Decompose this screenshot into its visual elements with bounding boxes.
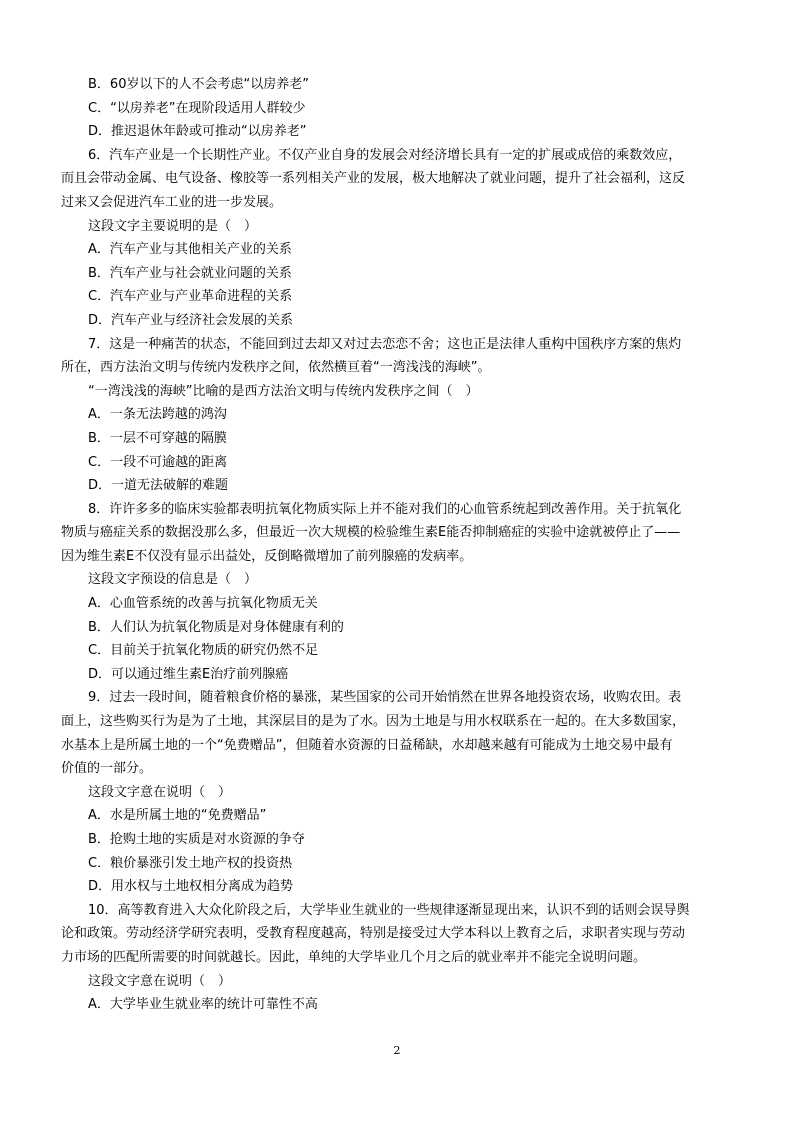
q5-option-d: D．推迟退休年龄或可推动“以房养老” (88, 124, 307, 140)
q6-option-b: B．汽车产业与社会就业问题的关系 (88, 265, 292, 281)
q8-stem-line: 8．许许多多的临床实验都表明抗氧化物质实际上并不能对我们的心血管系统起到改善作用。关于抗氧化 (88, 501, 682, 517)
q7-question: “一湾浅浅的海峡”比喻的是西方法治文明与传统内发秩序之间（ ） (88, 383, 479, 399)
q7-option-c: C．一段不可逾越的距离 (88, 454, 228, 470)
q8-option-b: B．人们认为抗氧化物质是对身体健康有利的 (88, 619, 344, 635)
q6-option-c: C．汽车产业与产业革命进程的关系 (88, 289, 293, 305)
q9-stem-line: 面上，这些购买行为是为了土地，其深层目的是为了水。因为土地是与用水权联系在一起的。在大多数国家， (61, 714, 686, 730)
q9-stem-line: 水基本上是所属土地的一个“免费赠品”，但随着水资源的日益稀缺，水却越来越有可能成为土地交易中最有 (61, 737, 673, 753)
q7-option-d: D．一道无法破解的难题 (88, 478, 229, 494)
q10-question: 这段文字意在说明（ ） (88, 973, 232, 989)
q8-question: 这段文字预设的信息是（ ） (88, 572, 258, 588)
q9-option-b: B．抢购土地的实质是对水资源的争夺 (88, 832, 305, 847)
q7-stem-line: 7．这是一种痛苦的状态，不能回到过去却又对过去恋恋不舍；这也正是法律人重构中国秩序方案的焦灼 (88, 336, 682, 352)
q10-option-a: A．大学毕业生就业率的统计可靠性不高 (88, 997, 318, 1013)
q9-option-a: A．水是所属土地的“免费赠品” (88, 808, 267, 824)
q5-option-c: C．“以房养老”在现阶段适用人群较少 (88, 100, 306, 116)
q9-stem-line: 9．过去一段时间，随着粮食价格的暴涨，某些国家的公司开始悄然在世界各地投资农场，收购农田。表 (88, 690, 682, 706)
q8-option-c: C．目前关于抗氧化物质的研究仍然不足 (88, 643, 319, 659)
q10-stem-line: 论和政策。劳动经济学研究表明，受教育程度越高，特别是接受过大学本科以上教育之后，求职者实现与劳动 (61, 926, 686, 942)
q5-option-b: B．60岁以下的人不会考虑“以房养老” (88, 77, 309, 92)
q8-option-d: D．可以通过维生素E治疗前列腺癌 (88, 666, 289, 682)
q9-option-d: D．用水权与土地权相分离成为趋势 (88, 879, 294, 895)
q9-question: 这段文字意在说明（ ） (88, 784, 232, 800)
q7-option-b: B．一层不可穿越的隔膜 (88, 430, 227, 446)
q10-stem-line: 力市场的匹配所需要的时间就越长。因此，单纯的大学毕业几个月之后的就业率并不能完全说明问题。 (61, 949, 647, 965)
page-content (61, 73, 728, 1017)
q8-stem-line: 因为维生素E不仅没有显示出益处，反倒略微增加了前列腺癌的发病率。 (61, 548, 473, 564)
q6-stem-line: 6．汽车产业是一个长期性产业。不仅产业自身的发展会对经济增长具有一定的扩展或成倍的乘数效应， (88, 147, 682, 163)
q8-stem-line: 物质与癌症关系的数据没那么多，但最近一次大规模的检验维生素E能否抑制癌症的实验中途就被停止了—— (61, 525, 681, 541)
q9-option-c: C．粮价暴涨引发土地产权的投资热 (88, 855, 293, 871)
q6-stem-line: 过来又会促进汽车工业的进一步发展。 (61, 194, 283, 210)
q6-option-d: D．汽车产业与经济社会发展的关系 (88, 312, 294, 328)
q8-option-a: A．心血管系统的改善与抗氧化物质无关 (88, 596, 318, 612)
q7-option-a: A．一条无法跨越的鸿沟 (88, 407, 227, 423)
q6-option-a: A．汽车产业与其他相关产业的关系 (88, 242, 292, 258)
q9-stem-line: 价值的一部分。 (61, 761, 153, 777)
q6-question: 这段文字主要说明的是（ ） (88, 218, 258, 234)
q6-stem-line: 而且会带动金属、电气设备、橡胶等一系列相关产业的发展，极大地解决了就业问题，提升了社会福利，这反 (61, 171, 686, 187)
q10-stem-line: 10．高等教育进入大众化阶段之后，大学毕业生就业的一些规律逐渐显现出来，认识不到的话则会误导舆 (88, 902, 690, 918)
page-number: 2 (393, 1044, 401, 1057)
q7-stem-line: 所在，西方法治文明与传统内发秩序之间，依然横亘着“一湾浅浅的海峡”。 (61, 360, 491, 376)
